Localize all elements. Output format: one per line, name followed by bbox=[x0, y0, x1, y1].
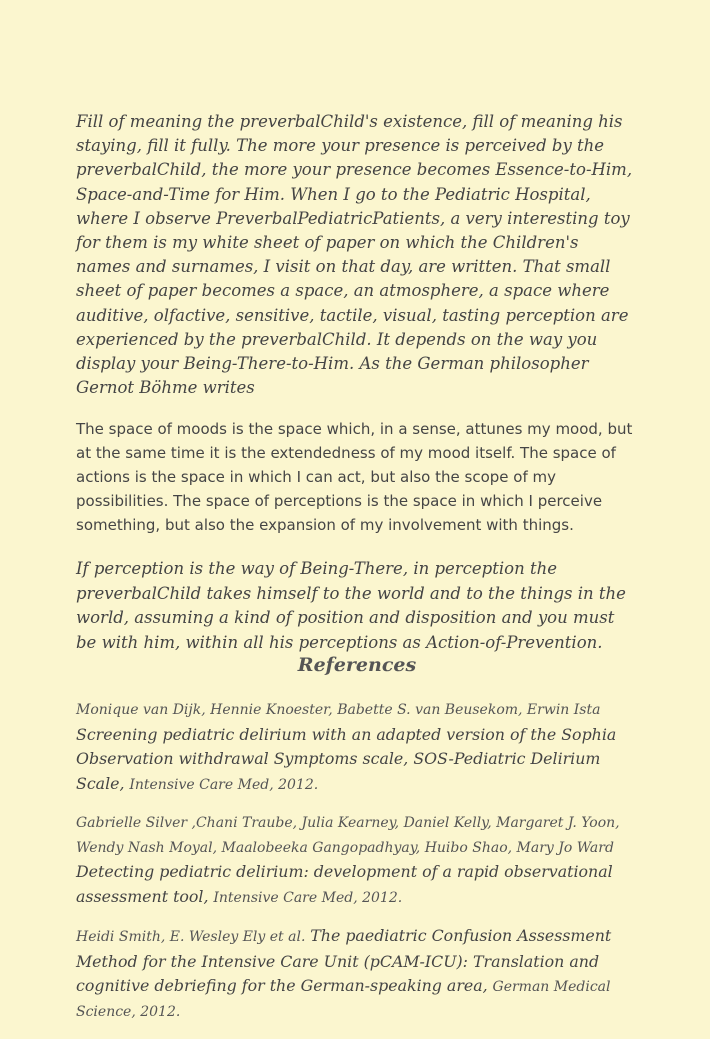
reference-authors: Gabrielle Silver ,Chani Traube, Julia Kearney, Daniel Kelly, Margaret J. Yoon, Wendy Nash Moyal, Maalobeeka Gangopadhyay, Huibo Shao, Mary Jo Ward bbox=[76, 815, 620, 856]
reference-title: The paediatric Confusion Assessment Method for the Intensive Care Unit (pCAM-ICU): Translation and cognitive debriefing for the German-speaking area, bbox=[76, 926, 612, 995]
bohme-quote: The space of moods is the space which, in a sense, attunes my mood, but at the same time it is the extendedness of my mood itself. The space of actions is the space in which I can act, but also the scope of my possibilities. The space of perceptions is the space in which I perceive something, but also the expansion of my involvement with things. bbox=[76, 420, 633, 534]
conclusion-paragraph: If perception is the way of Being-There, in perception the preverbalChild takes himself to the world and to the things in the world, assuming a kind of position and disposition and you must be with him, within all his perceptions as Action-of-Prevention. bbox=[76, 559, 626, 652]
reference-authors: Monique van Dijk, Hennie Knoester, Babette S. van Beusekom, Erwin Ista bbox=[76, 702, 601, 718]
reference-source: German Medical Science, 2012. bbox=[76, 979, 611, 1020]
intro-paragraph: Fill of meaning the preverbalChild's existence, fill of meaning his staying, fill it fully. The more your presence is perceived by the preverbalChild, the more your presence becomes Essence-to-Him, Space-and-Time for Him. When I go to the Pediatric Hospital, where I observe PreverbalPediatricPatients, a very interesting toy for them is my white sheet of paper on which the Children's names and surnames, I visit on that day, are written. That small sheet of paper becomes a space, an atmosphere, a space where auditive, olfactive, sensitive, tactile, visual, tasting perception are experienced by the preverbalChild. It depends on the way you display your Being-There-to-Him. As the German philosopher Gernot Böhme writes bbox=[76, 112, 633, 398]
reference-title: Detecting pediatric delirium: development of a rapid observational assessment tool, bbox=[76, 862, 613, 906]
references-heading: References bbox=[297, 654, 417, 676]
document-page bbox=[76, 110, 638, 1020]
reference-item bbox=[76, 924, 638, 1024]
reference-item bbox=[76, 811, 638, 910]
reference-title: Screening pediatric delirium with an adapted version of the Sophia Observation withdrawal Symptoms scale, SOS-Pediatric Delirium Scale, bbox=[76, 724, 617, 793]
reference-source: Intensive Care Med, 2012. bbox=[213, 889, 403, 906]
references-list bbox=[76, 698, 638, 1038]
reference-authors: Heidi Smith, E. Wesley Ely et al. bbox=[76, 929, 306, 945]
reference-source: Intensive Care Med, 2012. bbox=[129, 776, 319, 793]
reference-item bbox=[76, 698, 638, 797]
